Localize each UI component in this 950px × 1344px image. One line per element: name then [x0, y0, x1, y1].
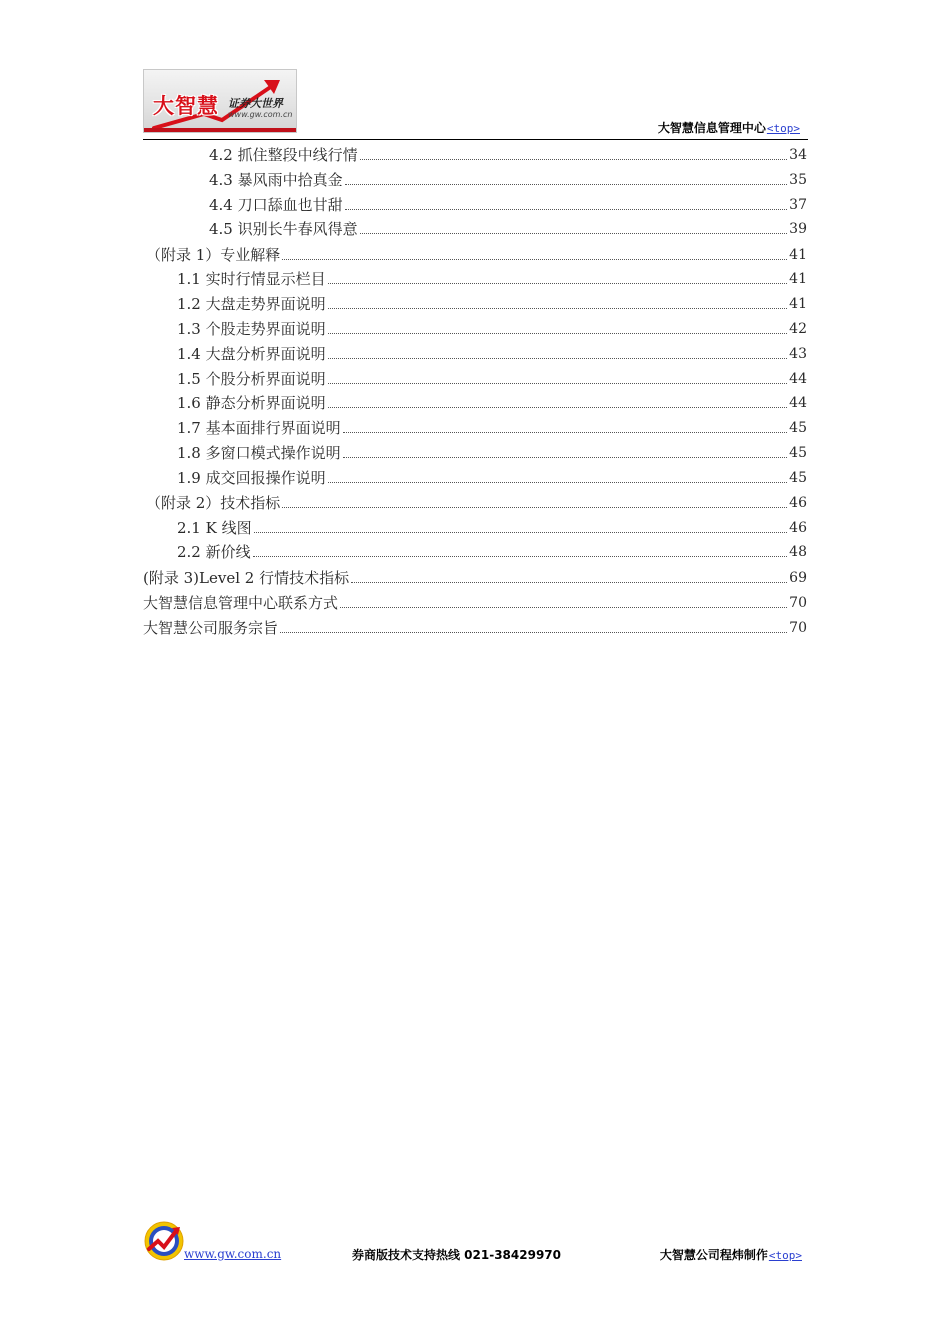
- toc-dot-leader: [360, 233, 788, 234]
- toc-entry-page: 46: [789, 520, 807, 536]
- footer-credit: 大智慧公司程炜制作: [659, 1248, 768, 1262]
- toc-entry-page: 48: [789, 544, 807, 560]
- toc-entry[interactable]: [177, 290, 807, 314]
- toc-entry-page: 46: [789, 495, 807, 511]
- toc-entry-label: 4.3 暴风雨中拾真金: [209, 171, 343, 189]
- toc-dot-leader: [328, 358, 788, 359]
- toc-entry-label: 4.2 抓住整段中线行情: [209, 146, 358, 164]
- toc-dot-leader: [280, 632, 787, 633]
- toc-entry[interactable]: [177, 315, 807, 339]
- toc-entry-page: 43: [789, 346, 807, 362]
- header-top-link[interactable]: <top>: [766, 122, 800, 135]
- toc-entry[interactable]: [177, 464, 807, 488]
- toc-entry[interactable]: [209, 166, 807, 190]
- toc-entry-page: 41: [789, 247, 807, 263]
- toc-entry-page: 69: [789, 570, 807, 586]
- toc-entry[interactable]: [209, 141, 807, 165]
- toc-entry-page: 44: [789, 371, 807, 387]
- toc-dot-leader: [328, 482, 788, 483]
- logo-url-text: www.gw.com.cn: [228, 110, 293, 119]
- toc-dot-leader: [328, 383, 788, 384]
- toc-entry[interactable]: [146, 241, 807, 265]
- toc-entry-label: 1.9 成交回报操作说明: [177, 469, 326, 487]
- toc-entry-label: 4.5 识别长牛春风得意: [209, 220, 358, 238]
- toc-dot-leader: [345, 209, 788, 210]
- toc-entry-page: 44: [789, 395, 807, 411]
- footer-top-link[interactable]: <top>: [768, 1249, 802, 1262]
- toc-entry-page: 39: [789, 221, 807, 237]
- toc-dot-leader: [343, 432, 788, 433]
- toc-dot-leader: [282, 507, 787, 508]
- toc-entry[interactable]: [146, 489, 807, 513]
- toc-entry-label: 2.1 K 线图: [177, 519, 252, 537]
- footer-hotline: 券商版技术支持热线 021-38429970: [352, 1248, 562, 1262]
- toc-entry[interactable]: [177, 414, 807, 438]
- toc-dot-leader: [340, 607, 787, 608]
- toc-entry-label: 4.4 刀口舔血也甘甜: [209, 196, 343, 214]
- toc-entry-label: 1.4 大盘分析界面说明: [177, 345, 326, 363]
- toc-entry-label: (附录 3)Level 2 行情技术指标: [143, 569, 350, 587]
- footer-credit-block: [660, 1246, 802, 1263]
- toc-entry[interactable]: [143, 614, 807, 638]
- toc-dot-leader: [328, 407, 788, 408]
- toc-entry-label: （附录 2）技术指标: [146, 494, 281, 512]
- toc-entry-label: 1.6 静态分析界面说明: [177, 394, 326, 412]
- toc-entry-label: 1.2 大盘走势界面说明: [177, 295, 326, 313]
- toc-entry-page: 34: [789, 147, 807, 163]
- toc-entry-page: 41: [789, 296, 807, 312]
- toc-dot-leader: [328, 308, 788, 309]
- toc-entry[interactable]: [143, 564, 807, 588]
- toc-entry-page: 35: [789, 172, 807, 188]
- toc-dot-leader: [345, 184, 788, 185]
- footer-url-link[interactable]: www.gw.com.cn: [184, 1247, 282, 1261]
- toc-entry-label: 1.3 个股走势界面说明: [177, 320, 326, 338]
- toc-entry-label: 大智慧信息管理中心联系方式: [143, 594, 339, 612]
- logo-main-text: 大智慧: [153, 94, 219, 118]
- toc-entry-page: 45: [789, 420, 807, 436]
- header-title: 大智慧信息管理中心: [657, 121, 766, 135]
- toc-entry-label: 大智慧公司服务宗旨: [143, 619, 279, 637]
- toc-dot-leader: [351, 582, 787, 583]
- toc-entry[interactable]: [177, 439, 807, 463]
- toc-dot-leader: [343, 457, 788, 458]
- toc-dot-leader: [328, 333, 788, 334]
- toc-entry-page: 45: [789, 445, 807, 461]
- toc-entry[interactable]: [177, 340, 807, 364]
- toc-entry[interactable]: [177, 265, 807, 289]
- toc-entry-label: 2.2 新价线: [177, 543, 251, 561]
- toc-entry[interactable]: [143, 589, 807, 613]
- footer-logo-icon: [142, 1219, 186, 1263]
- toc-entry-page: 41: [789, 271, 807, 287]
- toc-dot-leader: [328, 283, 788, 284]
- toc-entry-label: 1.7 基本面排行界面说明: [177, 419, 341, 437]
- toc-entry-label: 1.1 实时行情显示栏目: [177, 270, 326, 288]
- header-title-block: [658, 119, 800, 136]
- toc-entry-page: 70: [789, 595, 807, 611]
- logo-accent-bar: [144, 128, 297, 132]
- toc-entry[interactable]: [177, 538, 807, 562]
- toc-entry-page: 70: [789, 620, 807, 636]
- toc-entry-page: 42: [789, 321, 807, 337]
- toc-dot-leader: [253, 556, 788, 557]
- toc-entry[interactable]: [177, 514, 807, 538]
- toc-dot-leader: [254, 532, 788, 533]
- toc-entry-page: 45: [789, 470, 807, 486]
- toc-entry[interactable]: [177, 389, 807, 413]
- brand-logo: [143, 69, 297, 133]
- toc-dot-leader: [360, 159, 788, 160]
- toc-entry-label: （附录 1）专业解释: [146, 246, 281, 264]
- toc-entry[interactable]: [177, 365, 807, 389]
- header-divider: [143, 139, 808, 140]
- toc-entry-page: 37: [789, 197, 807, 213]
- toc-entry-label: 1.8 多窗口模式操作说明: [177, 444, 341, 462]
- toc-entry-label: 1.5 个股分析界面说明: [177, 370, 326, 388]
- toc-entry[interactable]: [209, 215, 807, 239]
- logo-sub-text: 证券大世界: [228, 97, 283, 110]
- toc-dot-leader: [282, 259, 787, 260]
- toc-entry[interactable]: [209, 191, 807, 215]
